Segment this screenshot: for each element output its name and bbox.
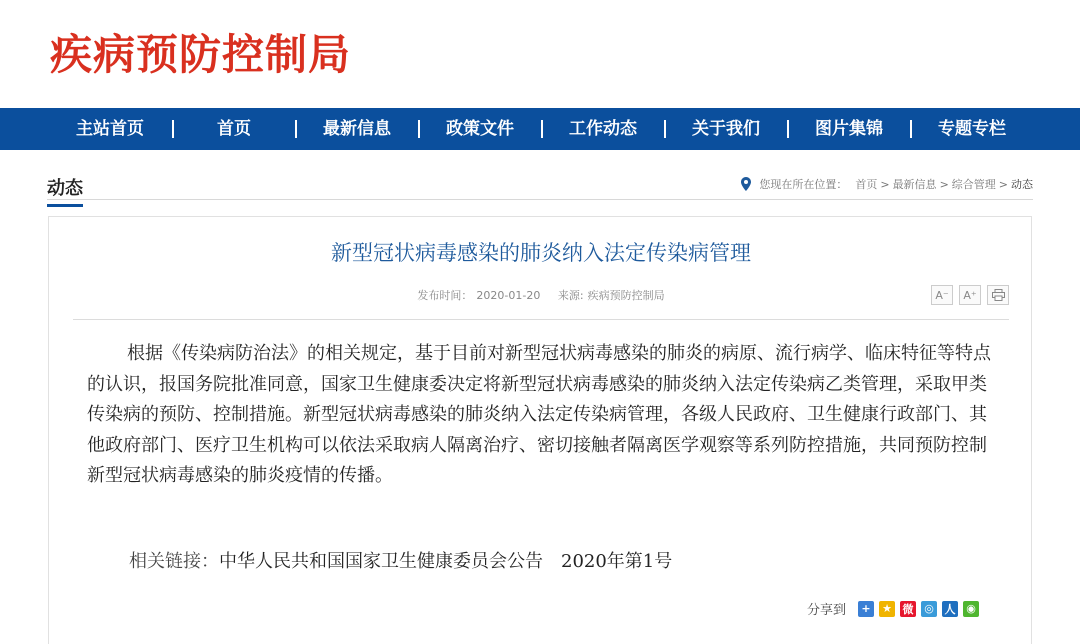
breadcrumb-current[interactable]: 动态 xyxy=(1011,178,1033,191)
breadcrumb xyxy=(741,176,1033,192)
related-link[interactable] xyxy=(219,551,672,572)
meta-divider xyxy=(73,319,1009,320)
publish-label: 发布时间： xyxy=(417,289,473,302)
related-number: 2020年第1号 xyxy=(561,551,673,572)
nav-item-topics[interactable]: 专题专栏 xyxy=(938,119,1006,139)
breadcrumb-home[interactable]: 首页 xyxy=(855,178,878,191)
share-label: 分享到 xyxy=(807,603,847,618)
related-link-text: 中华人民共和国国家卫生健康委员会公告 xyxy=(219,551,543,572)
nav-separator xyxy=(541,120,543,138)
section-title: 动态 xyxy=(47,174,83,207)
location-pin-icon xyxy=(741,177,751,191)
breadcrumb-prefix: 您现在所在位置： xyxy=(759,178,848,191)
breadcrumb-separator: > xyxy=(998,177,1008,191)
breadcrumb-separator: > xyxy=(880,177,890,191)
font-smaller-button[interactable]: A⁻ xyxy=(931,285,953,305)
related-label: 相关链接： xyxy=(129,551,219,572)
share-bar xyxy=(807,599,984,618)
nav-separator xyxy=(418,120,420,138)
article-body: 根据《传染病防治法》的相关规定，基于目前对新型冠状病毒感染的肺炎的病原、流行病学、临床特征等特点的认识，报国务院批准同意，国家卫生健康委决定将新型冠状病毒感染的肺炎纳入法定传染病乙类管理，采取甲类传染病的预防、控制措施。新型冠状病毒感染的肺炎纳入法定传染病管理，各级人民政府、卫生健康行政部门、其他政府部门、医疗卫生机构可以依法采取病人隔离治疗、密切接触者隔离医学观察等系列防控措施，共同预防控制新型冠状病毒感染的肺炎疫情的传播。 xyxy=(87,343,991,486)
section-bar xyxy=(47,168,1033,200)
article-title: 新型冠状病毒感染的肺炎纳入法定传染病管理 xyxy=(331,241,751,265)
source-value: 疾病预防控制局 xyxy=(587,289,665,302)
article-meta xyxy=(49,287,1033,303)
nav-item-policy[interactable]: 政策文件 xyxy=(446,119,514,139)
font-larger-button[interactable]: A⁺ xyxy=(959,285,981,305)
plus-share-icon[interactable]: + xyxy=(858,601,874,617)
renren-icon[interactable]: 人 xyxy=(942,601,958,617)
nav-item-work-news[interactable]: 工作动态 xyxy=(569,119,637,139)
tencent-weibo-icon[interactable]: ◎ xyxy=(921,601,937,617)
main-nav xyxy=(0,108,1080,150)
print-button[interactable] xyxy=(987,285,1009,305)
nav-item-about[interactable]: 关于我们 xyxy=(692,119,760,139)
article-card xyxy=(48,216,1032,644)
weibo-icon[interactable]: 微 xyxy=(900,601,916,617)
nav-separator xyxy=(172,120,174,138)
nav-item-latest[interactable]: 最新信息 xyxy=(323,119,391,139)
breadcrumb-separator: > xyxy=(939,177,949,191)
nav-separator xyxy=(295,120,297,138)
site-logo[interactable]: 疾病预防控制局 xyxy=(50,30,352,79)
breadcrumb-latest[interactable]: 最新信息 xyxy=(892,178,937,191)
nav-separator xyxy=(664,120,666,138)
qzone-icon[interactable]: ★ xyxy=(879,601,895,617)
nav-separator xyxy=(787,120,789,138)
print-icon xyxy=(992,289,1005,301)
site-header xyxy=(0,0,1080,108)
nav-separator xyxy=(910,120,912,138)
nav-item-gallery[interactable]: 图片集锦 xyxy=(815,119,883,139)
publish-date: 2020-01-20 xyxy=(476,289,541,302)
article-tools xyxy=(931,285,1009,305)
related-links xyxy=(129,547,672,573)
nav-item-home[interactable]: 首页 xyxy=(217,119,251,139)
wechat-icon[interactable]: ◉ xyxy=(963,601,979,617)
source-label: 来源: xyxy=(557,289,584,302)
nav-item-main-home[interactable]: 主站首页 xyxy=(76,119,144,139)
breadcrumb-general[interactable]: 综合管理 xyxy=(951,178,996,191)
